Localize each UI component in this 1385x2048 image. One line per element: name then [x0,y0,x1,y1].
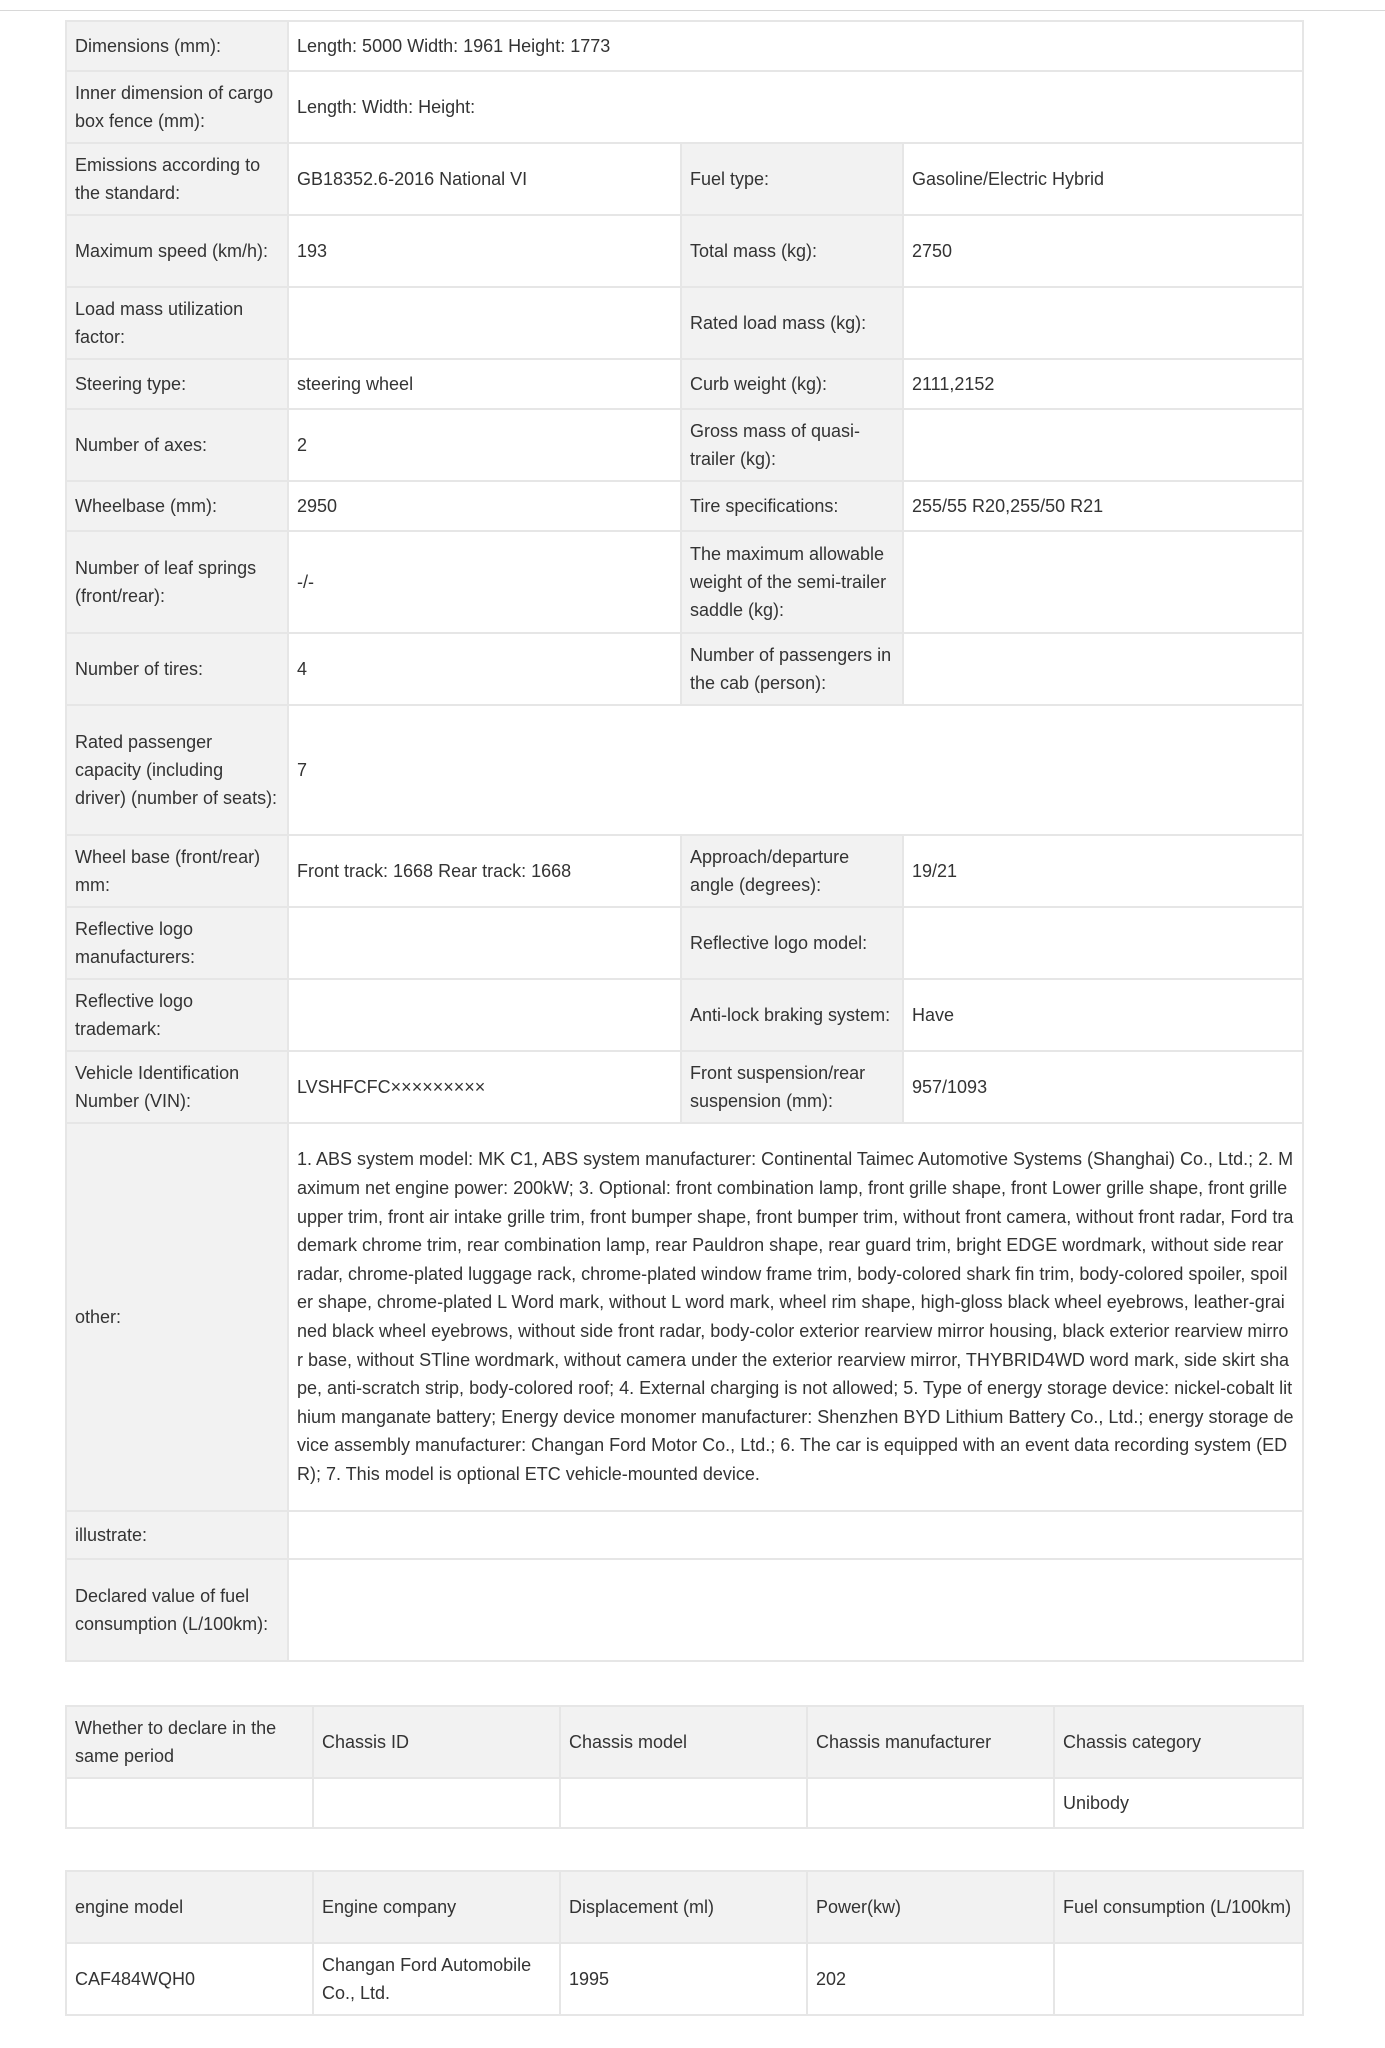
saddle-weight-label: The maximum allowable weight of the semi-trailer saddle (kg): [681,531,903,633]
reflective-trademark-label: Reflective logo trademark: [66,979,288,1051]
axes-value: 2 [288,409,681,481]
vin-label: Vehicle Identification Number (VIN): [66,1051,288,1123]
reflective-model-label: Reflective logo model: [681,907,903,979]
engine-table [65,1870,1304,2016]
table-row [66,1778,1303,1828]
approach-angle-label: Approach/departure angle (degrees): [681,835,903,907]
fuel-declared-label: Declared value of fuel consumption (L/100km): [66,1559,288,1661]
passenger-capacity-label: Rated passenger capacity (including driver) (number of seats): [66,705,288,835]
table-row [66,1559,1303,1661]
suspension-value: 957/1093 [903,1051,1303,1123]
table-row [66,531,1303,633]
engine-power-cell: 202 [807,1943,1054,2015]
engine-fuel-cell [1054,1943,1303,2015]
table-row [66,215,1303,287]
engine-header-company: Engine company [313,1871,560,1943]
table-row [66,907,1303,979]
suspension-label: Front suspension/rear suspension (mm): [681,1051,903,1123]
engine-header-displacement: Displacement (ml) [560,1871,807,1943]
engine-model-cell: CAF484WQH0 [66,1943,313,2015]
abs-value: Have [903,979,1303,1051]
rated-load-label: Rated load mass (kg): [681,287,903,359]
cab-passengers-label: Number of passengers in the cab (person): [681,633,903,705]
passenger-capacity-value: 7 [288,705,1303,835]
tires-value: 4 [288,633,681,705]
leaf-springs-value: -/- [288,531,681,633]
dimensions-value: Length: 5000 Width: 1961 Height: 1773 [288,21,1303,71]
chassis-header-declare: Whether to declare in the same period [66,1706,313,1778]
rated-load-value [903,287,1303,359]
track-label: Wheel base (front/rear) mm: [66,835,288,907]
table-row [66,705,1303,835]
fuel-type-value: Gasoline/Electric Hybrid [903,143,1303,215]
gross-quasi-label: Gross mass of quasi-trailer (kg): [681,409,903,481]
saddle-weight-value [903,531,1303,633]
vehicle-spec-table [65,20,1304,1662]
curb-weight-value: 2111,2152 [903,359,1303,409]
table-row [66,1123,1303,1511]
load-factor-value [288,287,681,359]
max-speed-label: Maximum speed (km/h): [66,215,288,287]
chassis-manufacturer-cell [807,1778,1054,1828]
tires-label: Number of tires: [66,633,288,705]
table-header-row [66,1706,1303,1778]
table-row [66,71,1303,143]
table-row [66,143,1303,215]
track-value: Front track: 1668 Rear track: 1668 [288,835,681,907]
chassis-header-category: Chassis category [1054,1706,1303,1778]
reflective-mfr-value [288,907,681,979]
tire-spec-value: 255/55 R20,255/50 R21 [903,481,1303,531]
tire-spec-label: Tire specifications: [681,481,903,531]
gross-quasi-value [903,409,1303,481]
steering-label: Steering type: [66,359,288,409]
engine-company-cell: Changan Ford Automobile Co., Ltd. [313,1943,560,2015]
fuel-declared-value [288,1559,1303,1661]
dimensions-label: Dimensions (mm): [66,21,288,71]
curb-weight-label: Curb weight (kg): [681,359,903,409]
fuel-type-label: Fuel type: [681,143,903,215]
table-row [66,409,1303,481]
cab-passengers-value [903,633,1303,705]
table-row [66,21,1303,71]
table-row [66,979,1303,1051]
inner-dimension-label: Inner dimension of cargo box fence (mm): [66,71,288,143]
engine-displacement-cell: 1995 [560,1943,807,2015]
table-row [66,835,1303,907]
wheelbase-label: Wheelbase (mm): [66,481,288,531]
chassis-header-id: Chassis ID [313,1706,560,1778]
reflective-mfr-label: Reflective logo manufacturers: [66,907,288,979]
engine-header-fuel: Fuel consumption (L/100km) [1054,1871,1303,1943]
chassis-header-manufacturer: Chassis manufacturer [807,1706,1054,1778]
total-mass-value: 2750 [903,215,1303,287]
table-row [66,481,1303,531]
vin-value: LVSHFCFC××××××××× [288,1051,681,1123]
emissions-label: Emissions according to the standard: [66,143,288,215]
other-value: 1. ABS system model: MK C1, ABS system manufacturer: Continental Taimec Automotive Systems (Shanghai) Co., Ltd.; 2. Maximum net engine power: 200kW; 3. Optional: front combination lamp, front grille shape, front Lower grille shape, front grille upper trim, front air intake grille trim, front bumper shape, front bumper trim, without front camera, without front radar, Ford trademark chrome trim, rear combination lamp, rear Pauldron shape, rear guard trim, bright EDGE wordmark, without side rear radar, chrome-plated luggage rack, chrome-plated window frame trim, body-colored shark fin trim, body-colored spoiler, spoiler shape, chrome-plated L Word mark, without L word mark, wheel rim shape, high-gloss black wheel eyebrows, leather-grained black wheel eyebrows, without side front radar, body-color exterior rearview mirror housing, black exterior rearview mirror base, without STline wordmark, without camera under the exterior rearview mirror, THYBRID4WD word mark, side skirt shape, anti-scratch strip, body-colored roof; 4. External charging is not allowed; 5. Type of energy storage device: nickel-cobalt lithium manganate battery; Energy device monomer manufacturer: Shenzhen BYD Lithium Battery Co., Ltd.; energy storage device assembly manufacturer: Changan Ford Motor Co., Ltd.; 6. The car is equipped with an event data recording system (EDR); 7. This model is optional ETC vehicle-mounted device. [288,1123,1303,1511]
table-row [66,1511,1303,1559]
other-label: other: [66,1123,288,1511]
wheelbase-value: 2950 [288,481,681,531]
chassis-declare-cell [66,1778,313,1828]
engine-header-power: Power(kw) [807,1871,1054,1943]
approach-angle-value: 19/21 [903,835,1303,907]
illustrate-label: illustrate: [66,1511,288,1559]
chassis-id-cell [313,1778,560,1828]
table-header-row [66,1871,1303,1943]
reflective-trademark-value [288,979,681,1051]
engine-header-model: engine model [66,1871,313,1943]
load-factor-label: Load mass utilization factor: [66,287,288,359]
emissions-value: GB18352.6-2016 National VI [288,143,681,215]
abs-label: Anti-lock braking system: [681,979,903,1051]
total-mass-label: Total mass (kg): [681,215,903,287]
chassis-table [65,1705,1304,1829]
table-row [66,1051,1303,1123]
reflective-model-value [903,907,1303,979]
table-row [66,633,1303,705]
chassis-header-model: Chassis model [560,1706,807,1778]
table-row [66,1943,1303,2015]
axes-label: Number of axes: [66,409,288,481]
illustrate-value [288,1511,1303,1559]
leaf-springs-label: Number of leaf springs (front/rear): [66,531,288,633]
max-speed-value: 193 [288,215,681,287]
table-row [66,359,1303,409]
top-divider [0,10,1385,11]
chassis-category-cell: Unibody [1054,1778,1303,1828]
inner-dimension-value: Length: Width: Height: [288,71,1303,143]
steering-value: steering wheel [288,359,681,409]
table-row [66,287,1303,359]
chassis-model-cell [560,1778,807,1828]
